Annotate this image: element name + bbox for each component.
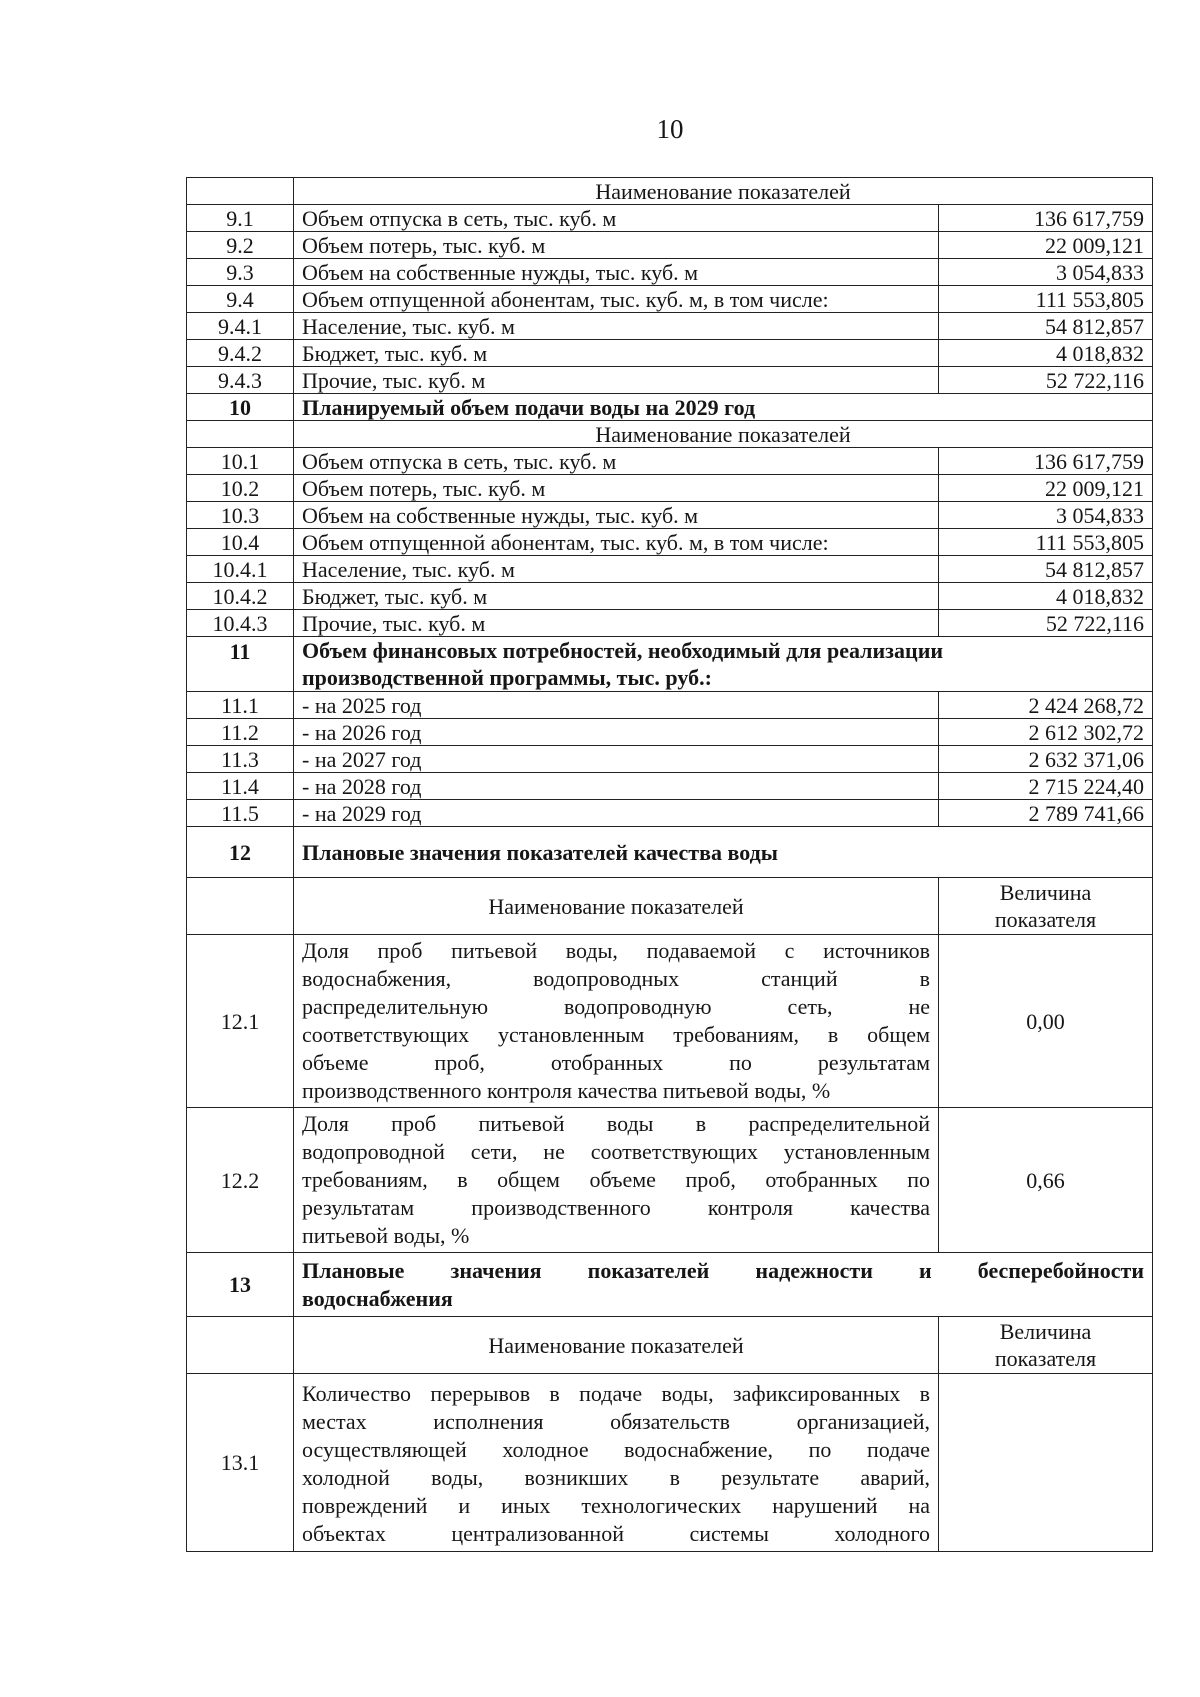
- row-label: - на 2027 год: [294, 746, 939, 773]
- row-number: 11.4: [187, 773, 294, 800]
- row-label: - на 2025 год: [294, 692, 939, 719]
- row-label: Объем на собственные нужды, тыс. куб. м: [294, 259, 939, 286]
- table-row: [187, 692, 1153, 719]
- header-label: Наименование показателей: [294, 178, 1153, 205]
- section-title-row: [187, 827, 1153, 878]
- row-label: Объем потерь, тыс. куб. м: [294, 232, 939, 259]
- row-number: 13.1: [187, 1374, 294, 1552]
- row-label: Бюджет, тыс. куб. м: [294, 583, 939, 610]
- section-number: 11: [187, 637, 294, 692]
- section-title-line: Объем финансовых потребностей, необходимый для реализации: [302, 638, 944, 663]
- section-title-line: производственной программы, тыс. руб.:: [302, 665, 712, 690]
- row-label-line: результатам производственного контроля качества: [302, 1195, 930, 1220]
- row-label: [294, 1374, 939, 1552]
- table-row: [187, 800, 1153, 827]
- row-number: 11.2: [187, 719, 294, 746]
- row-value: 54 812,857: [939, 313, 1153, 340]
- header-row: [187, 878, 1153, 935]
- row-number: 10.4: [187, 529, 294, 556]
- row-label: [294, 1108, 939, 1253]
- header-row: [187, 421, 1153, 448]
- row-label: [294, 935, 939, 1108]
- row-value: 2 632 371,06: [939, 746, 1153, 773]
- row-label: Объем на собственные нужды, тыс. куб. м: [294, 502, 939, 529]
- table-row: [187, 746, 1153, 773]
- row-label: - на 2029 год: [294, 800, 939, 827]
- table-row: [187, 583, 1153, 610]
- section-title: [294, 637, 1153, 692]
- row-value: 111 553,805: [939, 529, 1153, 556]
- row-number: 11.1: [187, 692, 294, 719]
- row-number: 9.3: [187, 259, 294, 286]
- value-header: Величина показателя: [939, 878, 1153, 935]
- row-number: 9.4.3: [187, 367, 294, 394]
- row-value: 136 617,759: [939, 448, 1153, 475]
- row-label-line: Доля проб питьевой воды, подаваемой с источников: [302, 938, 930, 963]
- row-label-line: соответствующих установленным требованиям, в общем: [302, 1022, 930, 1047]
- section-title-row: [187, 394, 1153, 421]
- row-number: 9.4.1: [187, 313, 294, 340]
- table-row: [187, 475, 1153, 502]
- row-number: 9.4: [187, 286, 294, 313]
- row-number: 11.3: [187, 746, 294, 773]
- header-label: Наименование показателей: [294, 1317, 939, 1374]
- value-header: Величина показателя: [939, 1317, 1153, 1374]
- row-value: 2 789 741,66: [939, 800, 1153, 827]
- row-label: Население, тыс. куб. м: [294, 556, 939, 583]
- row-value: 3 054,833: [939, 259, 1153, 286]
- row-number: 12.1: [187, 935, 294, 1108]
- row-label-line: осуществляющей холодное водоснабжение, по подаче: [302, 1437, 930, 1462]
- row-label-line: повреждений и иных технологических нарушений на: [302, 1493, 930, 1518]
- table-row: [187, 529, 1153, 556]
- row-label: Объем отпущенной абонентам, тыс. куб. м, в том числе:: [294, 286, 939, 313]
- row-label-line: Доля проб питьевой воды в распределительной: [302, 1111, 930, 1136]
- table-row: [187, 313, 1153, 340]
- section-number: 12: [187, 827, 294, 878]
- number-cell: [187, 1317, 294, 1374]
- row-value: 2 424 268,72: [939, 692, 1153, 719]
- row-number: 9.2: [187, 232, 294, 259]
- row-value: 136 617,759: [939, 205, 1153, 232]
- row-label: Бюджет, тыс. куб. м: [294, 340, 939, 367]
- indicators-table: [186, 177, 1153, 1552]
- table-row: [187, 1374, 1153, 1552]
- header-label: Наименование показателей: [294, 878, 939, 935]
- header-row: [187, 178, 1153, 205]
- table-row: [187, 719, 1153, 746]
- row-label-line: водопроводной сети, не соответствующих установленным: [302, 1139, 930, 1164]
- page-number: 10: [656, 114, 684, 144]
- row-label-line: требованиям, в общем объеме проб, отобранных по: [302, 1167, 930, 1192]
- header-row: [187, 1317, 1153, 1374]
- row-label: Население, тыс. куб. м: [294, 313, 939, 340]
- row-value: 22 009,121: [939, 232, 1153, 259]
- row-value: 0,00: [939, 935, 1153, 1108]
- table-row: [187, 340, 1153, 367]
- section-number: 10: [187, 394, 294, 421]
- number-cell: [187, 878, 294, 935]
- section-title: Плановые значения показателей качества воды: [294, 827, 1153, 878]
- row-label-line: распределительную водопроводную сеть, не: [302, 994, 930, 1019]
- row-number: 9.4.2: [187, 340, 294, 367]
- table-row: [187, 259, 1153, 286]
- row-value: 2 612 302,72: [939, 719, 1153, 746]
- row-label: - на 2028 год: [294, 773, 939, 800]
- table-row: [187, 205, 1153, 232]
- table-row: [187, 367, 1153, 394]
- row-value: 52 722,116: [939, 367, 1153, 394]
- table-row: [187, 232, 1153, 259]
- row-label-line: производственного контроля качества питьевой воды, %: [302, 1078, 831, 1103]
- row-label: Прочие, тыс. куб. м: [294, 367, 939, 394]
- section-title-line: Плановые значения показателей надежности и бесперебойности: [302, 1257, 1145, 1283]
- row-label: Объем отпуска в сеть, тыс. куб. м: [294, 448, 939, 475]
- row-label-line: объеме проб, отобранных по результатам: [302, 1050, 930, 1075]
- table-row: [187, 773, 1153, 800]
- row-label-line: холодной воды, возникших в результате аварий,: [302, 1465, 930, 1490]
- section-title-row: [187, 1253, 1153, 1317]
- table-row: [187, 935, 1153, 1108]
- row-number: 10.3: [187, 502, 294, 529]
- row-value: 4 018,832: [939, 583, 1153, 610]
- header-label: Наименование показателей: [294, 421, 1153, 448]
- row-number: 10.1: [187, 448, 294, 475]
- section-title-row: [187, 637, 1153, 692]
- row-number: 9.1: [187, 205, 294, 232]
- row-number: 10.4.3: [187, 610, 294, 637]
- table-row: [187, 610, 1153, 637]
- row-label: - на 2026 год: [294, 719, 939, 746]
- row-label: Объем потерь, тыс. куб. м: [294, 475, 939, 502]
- row-number: 10.2: [187, 475, 294, 502]
- section-number: 13: [187, 1253, 294, 1317]
- row-label-line: водоснабжения, водопроводных станций в: [302, 966, 930, 991]
- row-value: 52 722,116: [939, 610, 1153, 637]
- row-label-line: Количество перерывов в подаче воды, зафиксированных в: [302, 1381, 930, 1406]
- table-row: [187, 502, 1153, 529]
- number-cell: [187, 421, 294, 448]
- section-title: Планируемый объем подачи воды на 2029 год: [294, 394, 1153, 421]
- table-row: [187, 556, 1153, 583]
- row-number: 10.4.1: [187, 556, 294, 583]
- row-value: 54 812,857: [939, 556, 1153, 583]
- row-label-line: питьевой воды, %: [302, 1223, 470, 1248]
- number-cell: [187, 178, 294, 205]
- row-number: 11.5: [187, 800, 294, 827]
- section-title: [294, 1253, 1153, 1317]
- row-value: [939, 1374, 1153, 1552]
- row-label: Объем отпуска в сеть, тыс. куб. м: [294, 205, 939, 232]
- table-row: [187, 286, 1153, 313]
- table-row: [187, 448, 1153, 475]
- row-number: 10.4.2: [187, 583, 294, 610]
- row-value: 111 553,805: [939, 286, 1153, 313]
- section-title-line: водоснабжения: [302, 1285, 453, 1311]
- table-row: [187, 1108, 1153, 1253]
- row-value: 3 054,833: [939, 502, 1153, 529]
- row-label-line: местах исполнения обязательств организацией,: [302, 1409, 930, 1434]
- row-label-line: объектах централизованной системы холодного: [302, 1521, 930, 1546]
- row-value: 2 715 224,40: [939, 773, 1153, 800]
- row-label: Объем отпущенной абонентам, тыс. куб. м, в том числе:: [294, 529, 939, 556]
- row-number: 12.2: [187, 1108, 294, 1253]
- row-label: Прочие, тыс. куб. м: [294, 610, 939, 637]
- row-value: 22 009,121: [939, 475, 1153, 502]
- row-value: 4 018,832: [939, 340, 1153, 367]
- row-value: 0,66: [939, 1108, 1153, 1253]
